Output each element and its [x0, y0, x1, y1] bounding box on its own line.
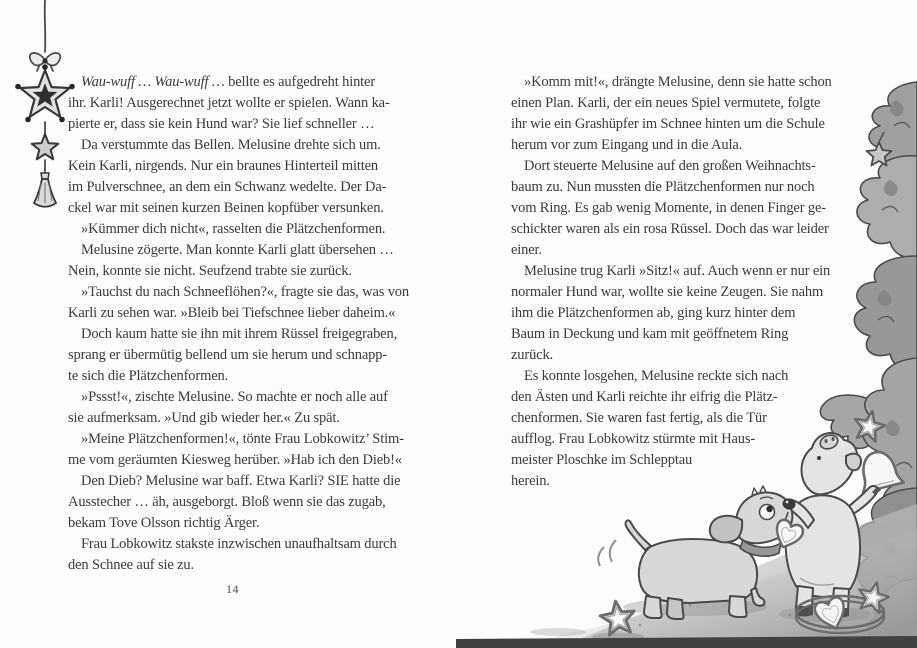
- dog-tail: [626, 520, 651, 550]
- text-line: im Pulverschnee, an dem ein Schwanz wedelte. Der Da-: [68, 179, 387, 195]
- text-line: meister Ploschke im Schlepptau: [511, 452, 693, 468]
- text-line: baum zu. Nun mussten die Plätzchenformen nur noch: [511, 179, 815, 195]
- text-line: Wau-wuff … Wau-wuff … bellte es aufgedreht hinter: [81, 74, 376, 90]
- paragraph: [68, 240, 460, 282]
- text-line: ihr wie ein Grashüpfer im Schnee hinten um die Schule: [511, 116, 825, 132]
- big-star: [15, 64, 75, 122]
- dog-body: [639, 539, 757, 603]
- text-line: Melusine zögerte. Man konnte Karli glatt übersehen …: [81, 242, 394, 258]
- text-line: vom Ring. Es gab wenig Momente, in denen Finger ge-: [511, 200, 826, 216]
- nose-highlight: [786, 501, 789, 504]
- text-line: normaler Hund war, wollte sie keine Zeugen. Sie nahm: [511, 284, 824, 300]
- tree-branch: [854, 256, 917, 371]
- pig-nostril: [825, 439, 828, 443]
- dog-hind-leg: [644, 596, 662, 618]
- paragraph: [68, 534, 460, 576]
- text-line: einen Plan. Karli, der ein neues Spiel vermutete, folgte: [511, 95, 821, 111]
- text-line: te sich die Plätzchenformen.: [68, 368, 229, 384]
- shadow-streak: [530, 628, 586, 636]
- text-line: Den Dieb? Melusine war baff. Etwa Karli? SIE hatte die: [81, 473, 401, 489]
- text-line: Doch kaum hatte sie ihn mit ihrem Rüssel freigegraben,: [81, 326, 398, 342]
- text-line: sprang er übermütig bellend um sie herum und schnapp-: [68, 347, 388, 363]
- pig-eye: [817, 456, 821, 460]
- text-line: sie aufmerksam. »Und gib wieder her.« Zu spät.: [68, 410, 340, 426]
- paragraph: [68, 387, 460, 429]
- text-line: Karli zu sehen war. »Bleib bei Tiefschnee lieber daheim.«: [68, 305, 396, 321]
- text-line: »Kümmer dich nicht«, rasselten die Plätzchenformen.: [81, 221, 386, 237]
- text-line: Baum in Deckung und kam mit geöffnetem Ring: [511, 326, 789, 342]
- text-line: aufflog. Frau Lobkowitz stürmte mit Haus-: [511, 431, 756, 447]
- text-line: »Tauchst du nach Schneeflöhen?«, fragte sie das, was von: [81, 284, 410, 300]
- text-line: ckel war mit seinen kurzen Beinen kopfüber versunken.: [68, 200, 384, 216]
- text-line: schickter waren als ein rosa Rüssel. Doch das war leider: [511, 221, 829, 237]
- paragraph: [68, 324, 460, 387]
- text-line: »Meine Plätzchenformen!«, tönte Frau Lobkowitz’ Stim-: [81, 431, 404, 447]
- text-line: ihr. Karli! Ausgerechnet jetzt wollte er spielen. Wann ka-: [68, 95, 390, 111]
- text-line: Kein Karli, nirgends. Nur ein braunes Hinterteil mitten: [68, 158, 378, 174]
- paragraph: [68, 72, 460, 135]
- dog-ear: [710, 516, 742, 542]
- left-page-text: [68, 72, 460, 576]
- text-line: bekam Tove Olsson richtig Ärger.: [68, 515, 260, 531]
- text-line: Ausstecher … äh, ausgeborgt. Bloß wenn sie das zugab,: [68, 494, 386, 510]
- text-line: pierte er, dass sie kein Hund war? Sie lief schneller …: [68, 116, 375, 132]
- text-line: den Ästen und Karli reichte ihr eifrig die Plätz-: [511, 389, 778, 405]
- paragraph: [68, 282, 460, 324]
- ornament-string: [45, 0, 46, 52]
- text-line: herum vor zum Eingang und in die Aula.: [511, 137, 743, 153]
- dog-and-pig-illustration: [440, 400, 917, 648]
- page-bottom-shadow-bar: [456, 636, 917, 648]
- small-star: [32, 134, 59, 159]
- text-line: Dort steuerte Melusine auf den großen Weihnachts-: [524, 158, 816, 174]
- text-line: chenformen. Sie waren fast fertig, als die Tür: [511, 410, 767, 426]
- pig-nostril: [832, 437, 835, 441]
- dog-eye: [760, 505, 775, 520]
- text-line: Nein, konnte sie nicht. Seufzend trabte sie zurück.: [68, 263, 352, 279]
- dog-pupil: [766, 506, 772, 512]
- text-line: »Komm mit!«, drängte Melusine, denn sie hatte schon: [524, 74, 832, 90]
- ornament-tassel: [34, 173, 56, 207]
- paragraph: [68, 135, 460, 219]
- dog-front-leg: [729, 596, 747, 617]
- tail-motion-lines: [598, 540, 616, 566]
- ornament-bow: [30, 53, 61, 66]
- paragraph: [68, 429, 460, 471]
- paragraph: [68, 471, 460, 534]
- dog-hind-leg: [667, 598, 684, 619]
- text-line: zurück.: [511, 347, 554, 363]
- text-line: Es konnte losgehen, Melusine reckte sich nach: [524, 368, 789, 384]
- text-line: einer.: [511, 242, 542, 258]
- text-line: Frau Lobkowitz stakste inzwischen unaufhaltsam durch: [81, 536, 397, 552]
- text-line: ihm die Plätzchenformen ab, ging kurz hinter dem: [511, 305, 796, 321]
- pig-ear: [846, 454, 861, 471]
- text-line: me vom geräumten Kiesweg herüber. »Hab ich den Dieb!«: [68, 452, 402, 468]
- text-line: Melusine trug Karli »Sitz!« auf. Auch wenn er nur ein: [524, 263, 831, 279]
- text-line: den Schnee auf sie zu.: [68, 557, 194, 573]
- text-line: Da verstummte das Bellen. Melusine drehte sich um.: [81, 137, 381, 153]
- page-number: 14: [226, 582, 239, 596]
- text-line: herein.: [511, 473, 550, 489]
- paragraph: [68, 219, 460, 240]
- text-line: »Pssst!«, zischte Melusine. So machte er noch alle auf: [81, 389, 388, 405]
